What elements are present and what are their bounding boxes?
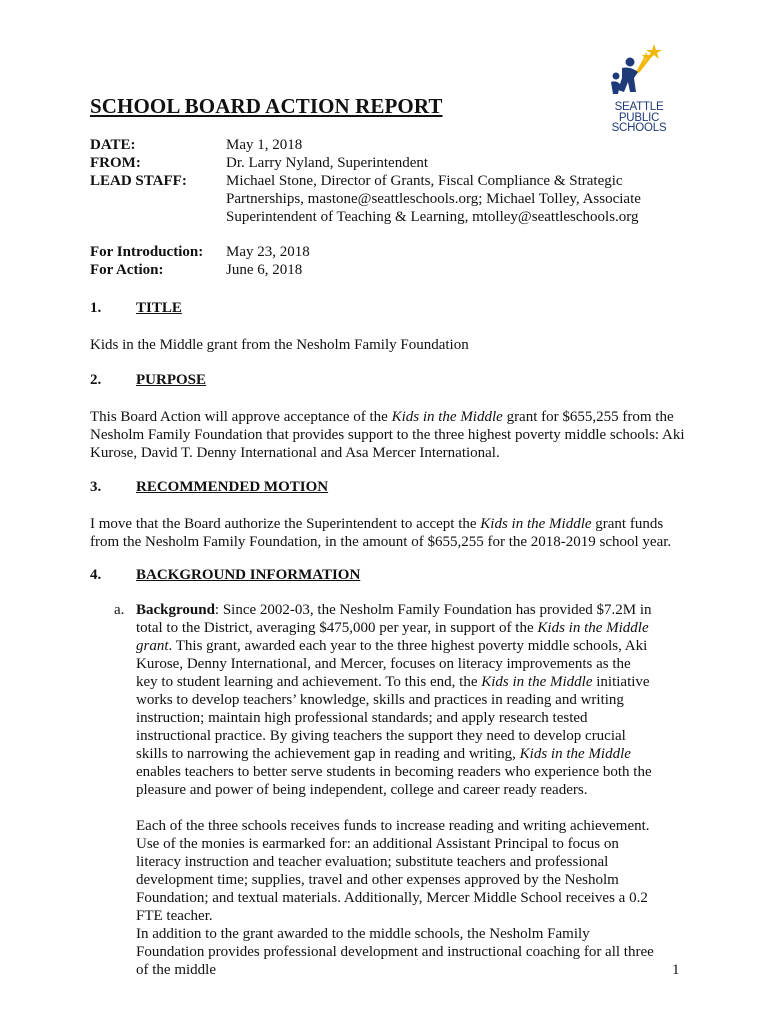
logo-line-2: PUBLIC bbox=[618, 111, 660, 124]
section-number: 1. bbox=[90, 300, 102, 316]
logo-wordmark bbox=[608, 102, 670, 134]
lead-staff-value: Michael Stone, Director of Grants, Fiscal Compliance & Strategic Partnerships, mastone@seattleschools.org; Michael Tolley, Associate Superintendent of Teaching & Learning, mtolley@seattleschools.org bbox=[226, 173, 641, 225]
from-label: FROM: bbox=[90, 155, 141, 171]
list-marker: a. bbox=[114, 602, 125, 618]
page-title: SCHOOL BOARD ACTION REPORT bbox=[90, 94, 443, 118]
logo-line-3: SCHOOLS bbox=[611, 122, 667, 134]
section-title: PURPOSE bbox=[136, 372, 207, 388]
from-value: Dr. Larry Nyland, Superintendent bbox=[226, 155, 429, 171]
text-run: : Since 2002-03, the Nesholm Family Foundation has provided $7.2M in total to the District, averaging $475,000 per year, in support of the bbox=[136, 602, 652, 636]
grant-name-italic: Kids in the Middle bbox=[481, 674, 593, 690]
date-label: DATE: bbox=[90, 137, 136, 153]
lead-staff-label: LEAD STAFF: bbox=[90, 173, 187, 189]
text-run: This Board Action will approve acceptance of the bbox=[90, 409, 392, 425]
text-run: I move that the Board authorize the Superintendent to accept the bbox=[90, 516, 481, 532]
section-number: 3. bbox=[90, 479, 102, 495]
grant-name-italic: Kids in the Middle grant bbox=[136, 620, 649, 654]
logo-figure-icon bbox=[608, 42, 670, 102]
background-lead: Background bbox=[136, 602, 215, 618]
grant-name-italic: Kids in the Middle bbox=[480, 516, 592, 532]
grant-name-italic: Kids in the Middle bbox=[519, 746, 631, 762]
section-2-body bbox=[90, 408, 690, 462]
section-title: BACKGROUND INFORMATION bbox=[136, 567, 361, 583]
section-1-body: Kids in the Middle grant from the Nesholm Family Foundation bbox=[90, 337, 469, 353]
logo-line-1: SEATTLE bbox=[614, 101, 664, 113]
section-title: RECOMMENDED MOTION bbox=[136, 479, 329, 495]
text-run: initiative works to develop teachers’ knowledge, skills and practices in reading and writing instruction; maintain high professional standards; and apply research tested instructional practice. By giving teachers the support they need to develop crucial skills to narrowing the achievement gap in reading and writing, bbox=[136, 674, 650, 762]
introduction-label: For Introduction: bbox=[90, 244, 204, 260]
background-paragraph-2: Each of the three schools receives funds to increase reading and writing achievement. Use of the monies is earmarked for: an additional Assistant Principal to focus on literacy instruction and teacher evaluation; substitute teachers and professional development time; supplies, travel and other expenses approved by the Nesholm Foundation; and textual materials. Additionally, Mercer Middle School receives a 0.2 FTE teacher. bbox=[136, 818, 650, 924]
section-title: TITLE bbox=[136, 300, 182, 316]
text-run: enables teachers to better serve students in becoming readers who experience both the pleasure and power of being independent, college and career ready readers. bbox=[136, 764, 652, 798]
date-value: May 1, 2018 bbox=[226, 137, 303, 153]
section-number: 4. bbox=[90, 567, 102, 583]
section-number: 2. bbox=[90, 372, 102, 388]
introduction-value: May 23, 2018 bbox=[226, 244, 310, 260]
text-run: grant funds from the Nesholm Family Foundation, in the amount of $655,255 for the 2018-2019 school year. bbox=[90, 516, 672, 550]
grant-name-italic: Kids in the Middle bbox=[391, 409, 503, 425]
background-paragraph-3: In addition to the grant awarded to the middle schools, the Nesholm Family Foundation provides professional development and instructional coaching for all three of the middle bbox=[136, 926, 654, 978]
background-paragraph-1 bbox=[136, 601, 656, 799]
page-number: 1 bbox=[672, 962, 680, 978]
action-value: June 6, 2018 bbox=[226, 262, 303, 278]
text-run: grant for $655,255 from the Nesholm Family Foundation that provides support to the three highest poverty middle schools: Aki Kurose, David T. Denny International and Asa Mercer International. bbox=[90, 409, 685, 461]
seattle-public-schools-logo bbox=[608, 42, 670, 142]
text-run: . This grant, awarded each year to the three highest poverty middle schools, Aki Kurose, Denny International, and Mercer, focuses on literacy improvements as the key to student learning and achievement. To this end, the bbox=[136, 638, 648, 690]
section-3-body bbox=[90, 515, 690, 551]
action-label: For Action: bbox=[90, 262, 164, 278]
